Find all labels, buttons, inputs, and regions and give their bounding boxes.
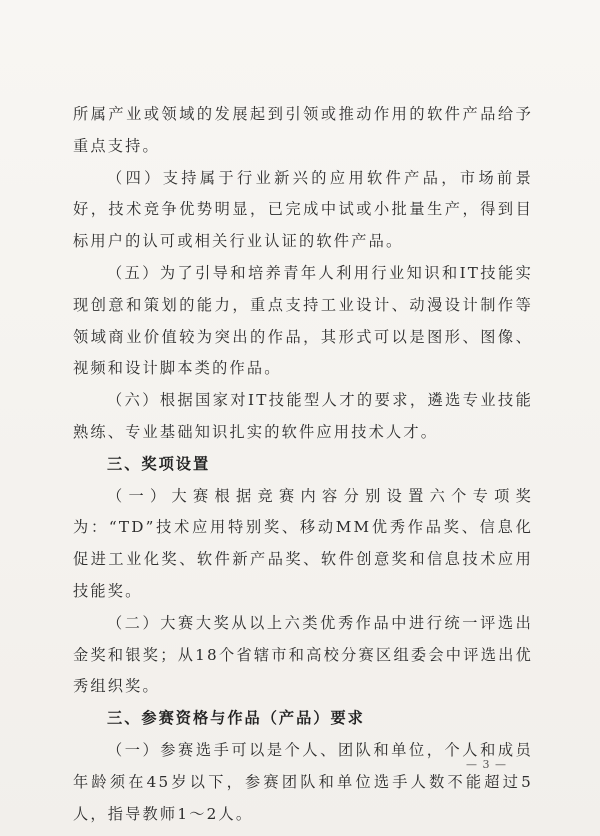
section-heading-awards: 三、奖项设置	[107, 454, 211, 473]
paragraph-item-6: （六）根据国家对IT技能型人才的要求，遴选专业技能熟练、专业基础知识扎实的软件应用技术人才。	[73, 391, 533, 441]
paragraph-awards-2: （二）大赛大奖从以上六类优秀作品中进行统一评选出金奖和银奖；从18个省辖市和高校分赛区组委会中评选出优秀组织奖。	[73, 613, 533, 696]
paragraph-awards-1: （一）大赛根据竞赛内容分别设置六个专项奖为：“TD”技术应用特别奖、移动MM优秀作品奖、信息化促进工业化奖、软件新产品奖、软件创意奖和信息技术应用技能奖。	[73, 486, 533, 600]
paragraph-item-4: （四）支持属于行业新兴的应用软件产品，市场前景好，技术竞争优势明显，已完成中试或小批量生产，得到目标用户的认可或相关行业认证的软件产品。	[73, 168, 533, 251]
section-heading-eligibility: 三、参赛资格与作品（产品）要求	[107, 709, 365, 728]
page-number: — 3 —	[466, 758, 507, 771]
document-body	[73, 99, 533, 830]
paragraph-item-5: （五）为了引导和培养青年人利用行业知识和IT技能实现创意和策划的能力，重点支持工业设计、动漫设计制作等领域商业价值较为突出的作品，其形式可以是图形、图像、视频和设计脚本类的作品。	[73, 263, 533, 378]
paragraph-eligibility-1: （一）参赛选手可以是个人、团队和单位，个人和成员年龄须在45岁以下，参赛团队和单位选手人数不能超过5人，指导教师1～2人。	[73, 740, 533, 823]
paragraph-continued: 所属产业或领域的发展起到引领或推动作用的软件产品给予重点支持。	[73, 105, 533, 155]
